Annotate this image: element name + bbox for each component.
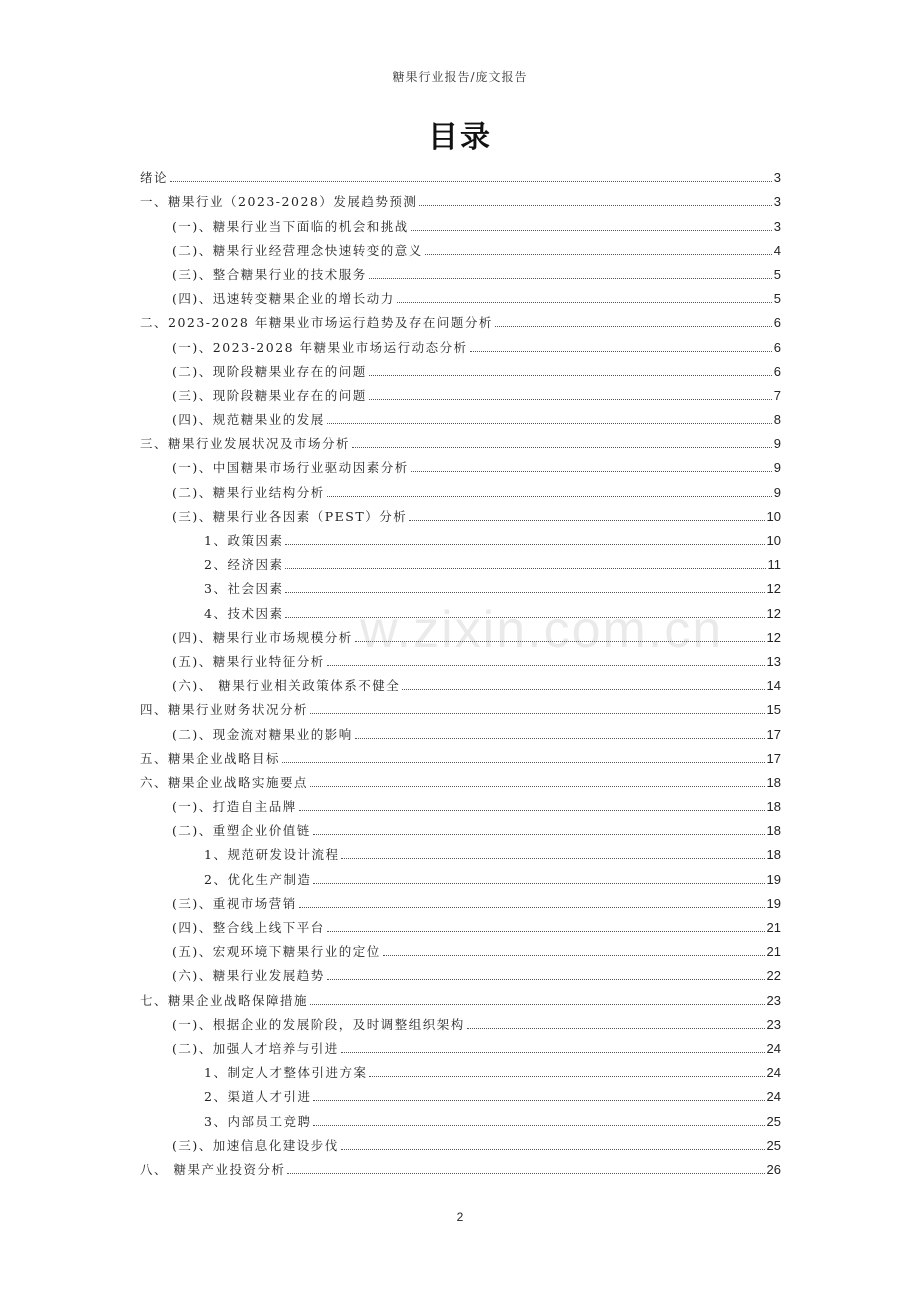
toc-entry[interactable]	[140, 452, 781, 476]
toc-entry-title: (四)、整合线上线下平台	[172, 920, 325, 935]
toc-leader-dots	[310, 786, 765, 787]
toc-entry[interactable]	[140, 186, 781, 210]
toc-entry[interactable]	[140, 694, 781, 718]
toc-entry-title: (二)、现金流对糖果业的影响	[172, 726, 353, 742]
toc-entry-title: (一)、中国糖果市场行业驱动因素分析	[172, 460, 409, 476]
toc-leader-dots	[313, 1125, 764, 1126]
toc-entry-title: 六、糖果企业战略实施要点	[140, 774, 309, 790]
toc-entry-title: (一)、2023-2028 年糖果业市场运行动态分析	[172, 339, 468, 355]
toc-leader-dots	[327, 496, 772, 497]
toc-leader-dots	[425, 254, 772, 255]
toc-leader-dots	[327, 931, 765, 932]
toc-leader-dots	[299, 810, 765, 811]
toc-entry-title: (三)、现阶段糖果业存在的问题	[172, 387, 367, 403]
toc-entry-page: 14	[766, 678, 781, 694]
toc-leader-dots	[355, 738, 765, 739]
toc-entry[interactable]	[140, 960, 781, 984]
toc-entry-title: 2、渠道人才引进	[204, 1089, 312, 1105]
toc-leader-dots	[467, 1028, 765, 1029]
toc-entry[interactable]	[140, 259, 781, 283]
toc-entry-title: 2、经济因素	[204, 557, 284, 573]
toc-entry[interactable]	[140, 888, 781, 912]
toc-entry-title: 四、糖果行业财务状况分析	[140, 702, 309, 718]
toc-entry-title: (一)、糖果行业当下面临的机会和挑战	[172, 218, 409, 234]
toc-leader-dots	[310, 713, 765, 714]
toc-entry-title: (四)、规范糖果业的发展	[172, 412, 325, 428]
toc-entry-page: 19	[766, 871, 781, 887]
toc-entry-page: 12	[766, 581, 781, 597]
toc-entry-page: 6	[773, 315, 781, 331]
toc-entry[interactable]	[140, 670, 781, 694]
toc-entry-title: 3、社会因素	[204, 581, 284, 597]
toc-entry[interactable]	[140, 839, 781, 863]
toc-entry[interactable]	[140, 283, 781, 307]
toc-entry[interactable]	[140, 1105, 781, 1129]
toc-entry-title: (一)、根据企业的发展阶段，及时调整组织架构	[172, 1016, 465, 1032]
toc-entry[interactable]	[140, 1009, 781, 1033]
toc-leader-dots	[409, 520, 764, 521]
toc-entry[interactable]	[140, 235, 781, 259]
toc-entry-page: 3	[773, 194, 781, 210]
toc-entry-page: 25	[766, 1137, 781, 1153]
toc-leader-dots	[369, 375, 772, 376]
toc-entry[interactable]	[140, 815, 781, 839]
toc-entry-title: 三、糖果行业发展状况及市场分析	[140, 436, 351, 452]
table-of-contents	[140, 162, 781, 1178]
toc-leader-dots	[285, 544, 764, 545]
toc-entry-page: 12	[766, 629, 781, 645]
toc-entry-page: 3	[773, 218, 781, 234]
toc-entry-page: 21	[766, 944, 781, 960]
toc-entry-page: 15	[766, 702, 781, 718]
toc-entry[interactable]	[140, 501, 781, 525]
toc-entry-page: 24	[766, 1089, 781, 1105]
toc-entry[interactable]	[140, 404, 781, 428]
toc-entry[interactable]	[140, 984, 781, 1008]
toc-leader-dots	[282, 762, 765, 763]
toc-leader-dots	[355, 641, 765, 642]
toc-entry[interactable]	[140, 162, 781, 186]
toc-entry-title: 一、糖果行业（2023-2028）发展趋势预测	[140, 194, 418, 210]
toc-entry-title: (二)、加强人才培养与引进	[172, 1040, 339, 1056]
toc-leader-dots	[369, 1076, 764, 1077]
toc-entry-page: 3	[773, 170, 781, 186]
toc-entry-page: 13	[766, 653, 781, 669]
toc-leader-dots	[313, 883, 764, 884]
toc-entry-page: 17	[766, 726, 781, 742]
toc-entry-title: 五、糖果企业战略目标	[140, 750, 281, 766]
page-number: 2	[456, 1210, 464, 1224]
toc-entry-title: 八、 糖果产业投资分析	[140, 1161, 286, 1177]
toc-leader-dots	[352, 447, 772, 448]
toc-entry-page: 23	[766, 1016, 781, 1032]
toc-entry-page: 17	[766, 750, 781, 766]
toc-entry-title: 1、政策因素	[204, 533, 284, 548]
toc-entry-page: 22	[766, 968, 781, 984]
toc-leader-dots	[341, 1149, 765, 1150]
toc-entry-title: (三)、加速信息化建设步伐	[172, 1137, 339, 1153]
toc-entry-page: 9	[773, 484, 781, 500]
toc-leader-dots	[170, 181, 772, 182]
toc-entry-title: 4、技术因素	[204, 605, 284, 621]
toc-entry-page: 5	[773, 266, 781, 282]
toc-entry[interactable]	[140, 912, 781, 936]
toc-entry-title: (二)、糖果行业经营理念快速转变的意义	[172, 242, 423, 258]
toc-entry[interactable]	[140, 210, 781, 234]
toc-entry-page: 24	[766, 1065, 781, 1081]
toc-leader-dots	[341, 858, 764, 859]
toc-entry-page: 6	[773, 339, 781, 355]
toc-entry[interactable]	[140, 428, 781, 452]
toc-entry[interactable]	[140, 380, 781, 404]
toc-leader-dots	[310, 1004, 765, 1005]
toc-entry-page: 12	[766, 605, 781, 621]
toc-entry-title: (六)、糖果行业发展趋势	[172, 968, 325, 984]
toc-entry[interactable]	[140, 549, 781, 573]
toc-entry-page: 9	[773, 436, 781, 452]
toc-entry[interactable]	[140, 1057, 781, 1081]
toc-entry-title: (四)、迅速转变糖果企业的增长动力	[172, 291, 395, 307]
toc-entry[interactable]	[140, 791, 781, 815]
toc-entry[interactable]	[140, 863, 781, 887]
toc-leader-dots	[327, 979, 765, 980]
toc-leader-dots	[287, 1173, 764, 1174]
toc-entry-title: 3、内部员工竞聘	[204, 1113, 312, 1129]
toc-entry-page: 21	[766, 920, 781, 935]
toc-leader-dots	[313, 1100, 764, 1101]
toc-entry-title: 1、规范研发设计流程	[204, 847, 340, 863]
toc-entry-page: 18	[766, 823, 781, 839]
toc-entry[interactable]	[140, 646, 781, 670]
page-title: 目录	[428, 120, 492, 155]
toc-leader-dots	[402, 689, 764, 690]
toc-entry-title: 绪论	[140, 170, 169, 186]
toc-leader-dots	[285, 617, 764, 618]
toc-entry-page: 9	[773, 460, 781, 476]
toc-entry[interactable]	[140, 1130, 781, 1154]
toc-leader-dots	[369, 399, 772, 400]
toc-entry[interactable]	[140, 573, 781, 597]
toc-entry[interactable]	[140, 597, 781, 621]
toc-entry[interactable]	[140, 307, 781, 331]
toc-entry-title: (三)、糖果行业各因素（PEST）分析	[172, 508, 408, 524]
toc-entry[interactable]	[140, 1033, 781, 1057]
toc-entry[interactable]	[140, 331, 781, 355]
toc-entry-title: (二)、现阶段糖果业存在的问题	[172, 363, 367, 379]
toc-entry[interactable]	[140, 936, 781, 960]
toc-leader-dots	[383, 955, 765, 956]
toc-entry[interactable]	[140, 525, 781, 549]
toc-entry-page: 4	[773, 242, 781, 258]
toc-entry-title: 2、优化生产制造	[204, 871, 312, 887]
toc-entry-page: 26	[766, 1161, 781, 1177]
toc-leader-dots	[299, 907, 765, 908]
toc-entry-page: 7	[773, 387, 781, 403]
toc-entry[interactable]	[140, 356, 781, 380]
toc-entry-page: 11	[767, 557, 781, 573]
toc-entry-page: 10	[766, 533, 781, 548]
page-header: 糖果行业报告/庞文报告	[392, 70, 528, 84]
toc-entry[interactable]	[140, 767, 781, 791]
toc-entry-title: (四)、糖果行业市场规模分析	[172, 629, 353, 645]
toc-entry-page: 25	[766, 1113, 781, 1129]
toc-entry[interactable]	[140, 1154, 781, 1178]
toc-leader-dots	[470, 351, 772, 352]
toc-entry-title: (一)、打造自主品牌	[172, 799, 297, 815]
toc-entry-page: 18	[766, 847, 781, 863]
toc-entry[interactable]	[140, 1081, 781, 1105]
toc-entry-page: 18	[766, 799, 781, 815]
toc-entry-title: (三)、重视市场营销	[172, 895, 297, 911]
toc-entry-title: (六)、 糖果行业相关政策体系不健全	[172, 678, 401, 694]
toc-entry[interactable]	[140, 718, 781, 742]
toc-entry-title: (三)、整合糖果行业的技术服务	[172, 266, 367, 282]
toc-entry-page: 24	[766, 1040, 781, 1056]
toc-entry-title: 1、制定人才整体引进方案	[204, 1065, 368, 1081]
toc-leader-dots	[285, 568, 765, 569]
watermark: w.zixin.com.cn	[360, 601, 724, 659]
toc-leader-dots	[419, 205, 771, 206]
toc-leader-dots	[411, 471, 772, 472]
toc-entry-page: 23	[766, 992, 781, 1008]
toc-entry-title: (五)、糖果行业特征分析	[172, 653, 325, 669]
toc-entry-title: 七、糖果企业战略保障措施	[140, 992, 309, 1008]
toc-entry[interactable]	[140, 476, 781, 500]
toc-entry-title: (五)、宏观环境下糖果行业的定位	[172, 944, 381, 960]
toc-leader-dots	[327, 665, 765, 666]
toc-entry-page: 5	[773, 291, 781, 307]
toc-leader-dots	[313, 834, 765, 835]
toc-entry-page: 6	[773, 363, 781, 379]
toc-entry-title: (二)、糖果行业结构分析	[172, 484, 325, 500]
toc-leader-dots	[369, 278, 772, 279]
toc-leader-dots	[341, 1052, 765, 1053]
toc-leader-dots	[495, 326, 772, 327]
toc-entry-title: (二)、重塑企业价值链	[172, 823, 311, 839]
toc-entry-page: 18	[766, 774, 781, 790]
toc-leader-dots	[397, 302, 772, 303]
toc-entry-page: 8	[773, 412, 781, 428]
toc-entry[interactable]	[140, 622, 781, 646]
toc-entry-title: 二、2023-2028 年糖果业市场运行趋势及存在问题分析	[140, 315, 493, 331]
toc-entry-page: 10	[766, 508, 781, 524]
toc-entry[interactable]	[140, 743, 781, 767]
toc-leader-dots	[327, 423, 772, 424]
toc-entry-page: 19	[766, 895, 781, 911]
toc-leader-dots	[411, 230, 772, 231]
toc-leader-dots	[285, 592, 764, 593]
